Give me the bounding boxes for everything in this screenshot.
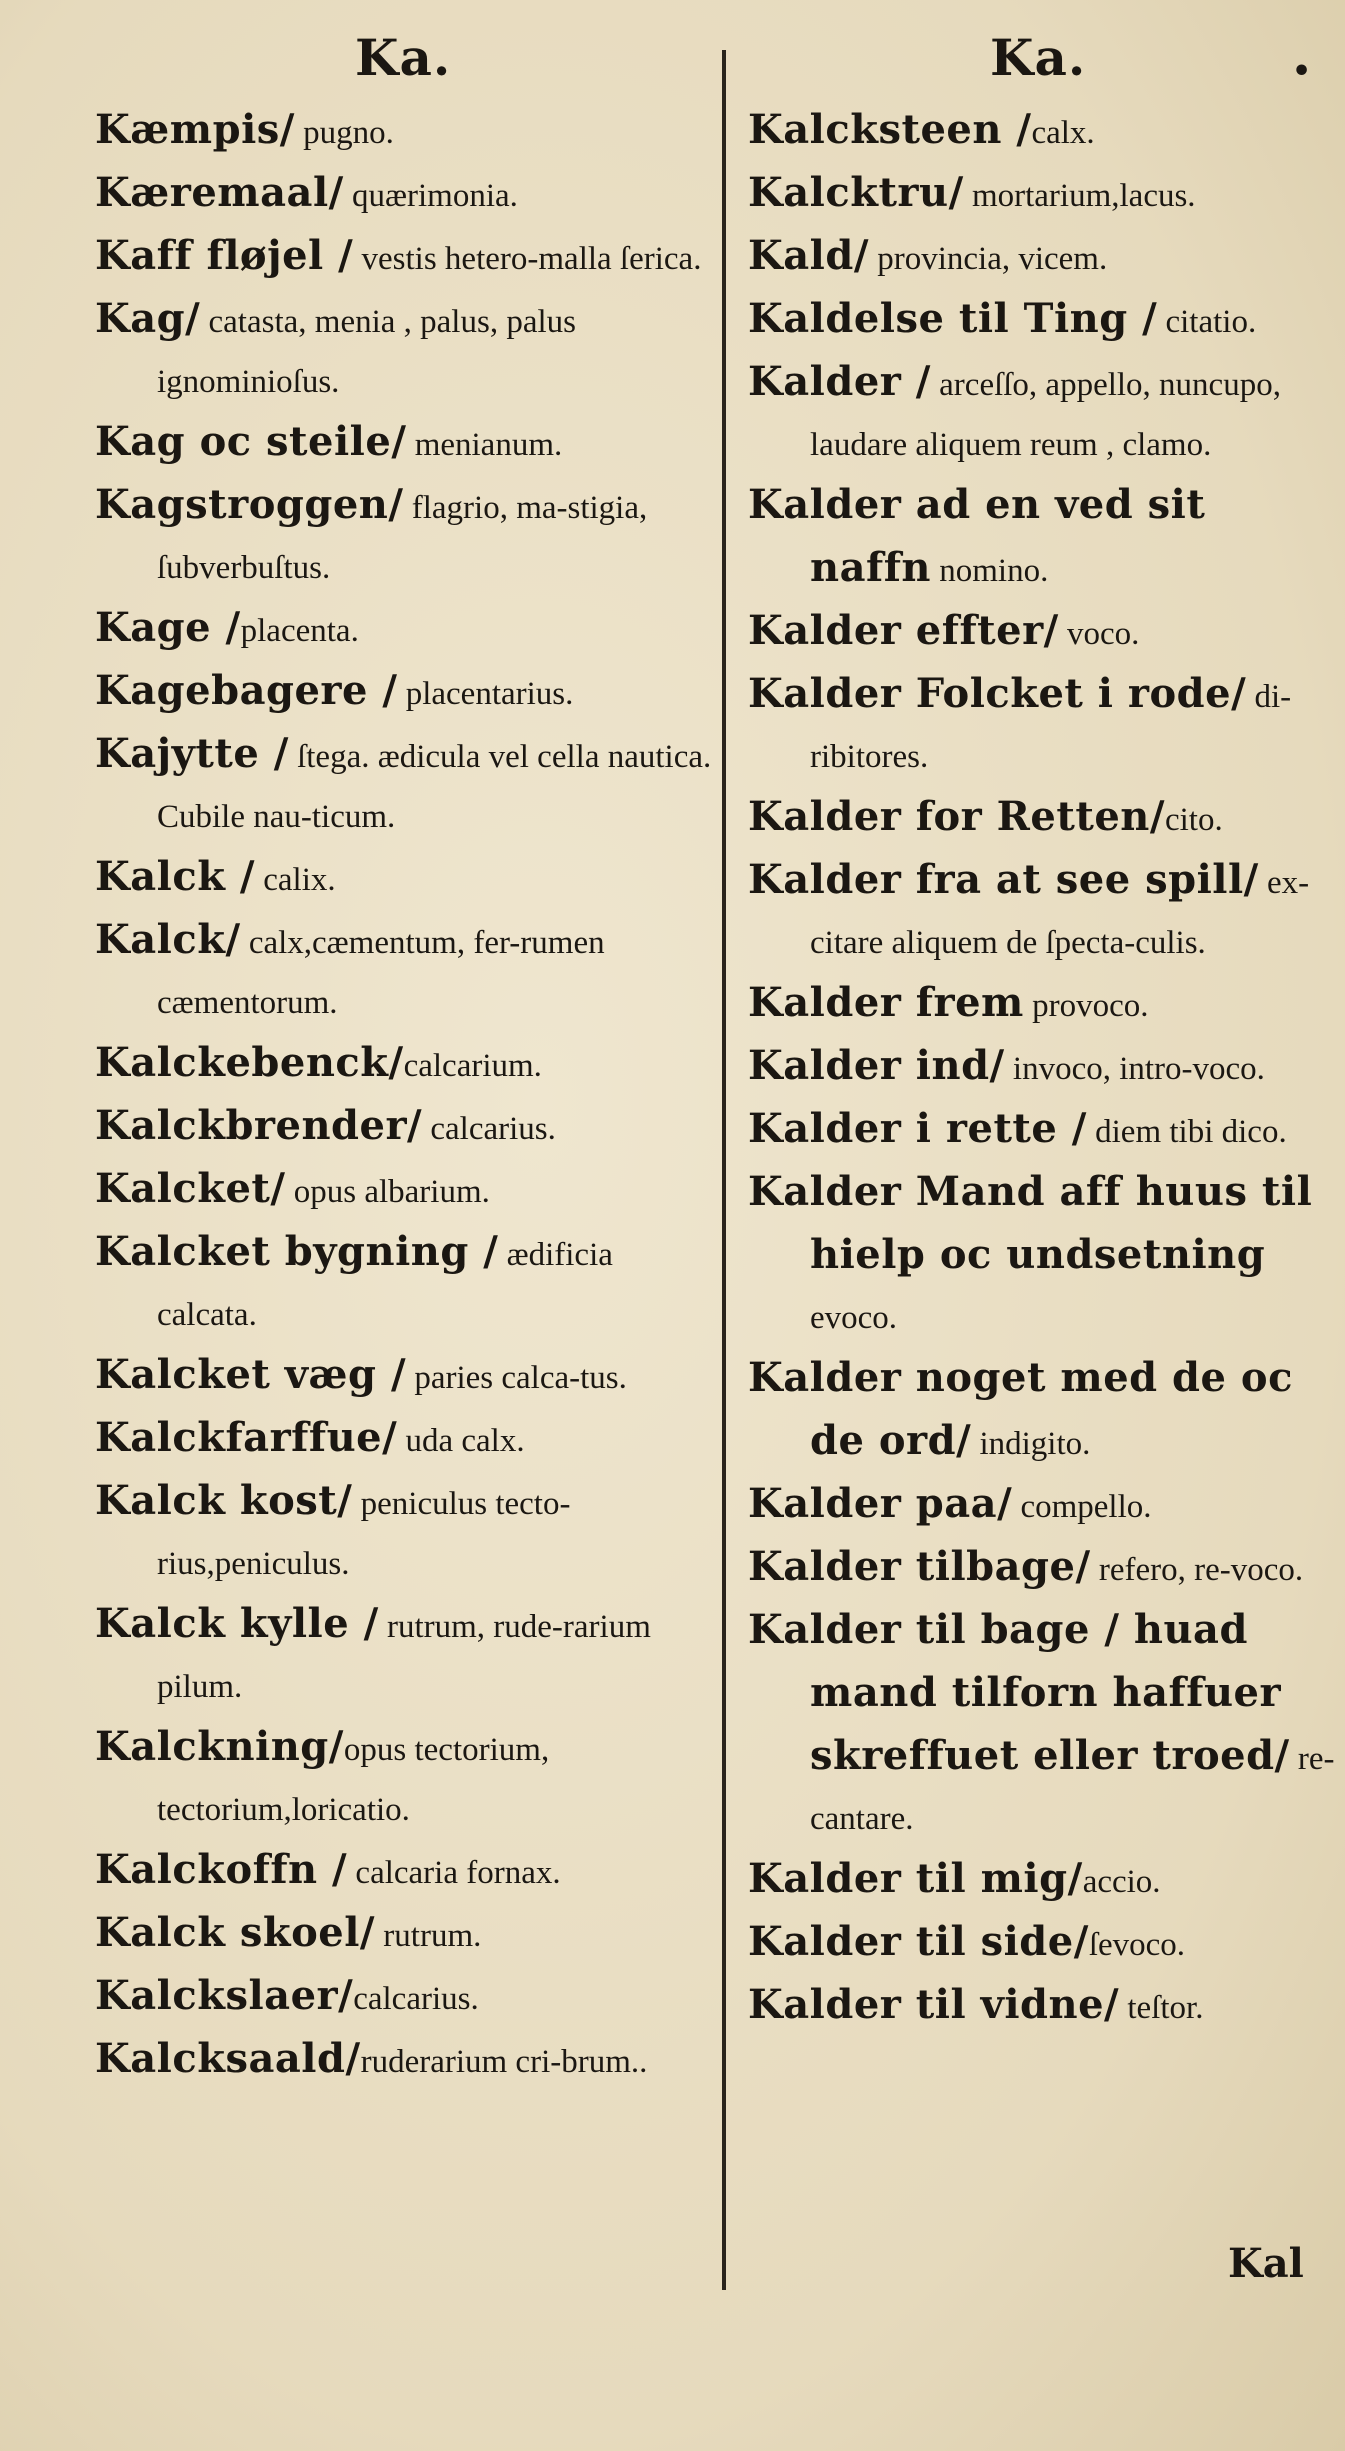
entry-definition: ſevoco. [1088, 1927, 1186, 1963]
dictionary-entry [748, 1162, 1338, 1348]
dictionary-entry [95, 2029, 715, 2092]
entry-definition: calcaria fornax. [347, 1855, 561, 1891]
dictionary-entry [95, 163, 715, 226]
entry-definition: invoco, intro-voco. [1004, 1051, 1265, 1087]
entry-headword: Kalckbrender/ [95, 1102, 423, 1149]
right-running-head: Ka. [990, 28, 1087, 87]
entry-headword: Kag/ [95, 295, 201, 342]
entry-definition: catasta, menia , palus, palus ignominioſus. [157, 304, 576, 400]
entry-headword: Kalcksaald/ [95, 2035, 361, 2082]
entry-headword: Kalder fra at see spill/ [748, 856, 1259, 903]
entry-headword: Kalcket væg / [95, 1351, 407, 1398]
dictionary-entry [95, 100, 715, 163]
entry-definition: menianum. [406, 427, 563, 463]
entry-headword: Kalder noget med de oc de ord/ [748, 1354, 1293, 1464]
entry-definition: calcarium. [403, 1048, 542, 1084]
entry-definition: placentarius. [397, 676, 574, 712]
entry-definition: provincia, vicem. [868, 241, 1108, 277]
entry-definition: ſtega. ædicula vel cella nautica. Cubile nau-ticum. [157, 739, 712, 835]
entry-definition: placenta. [240, 613, 359, 649]
entry-headword: Kalder til mig/ [748, 1855, 1083, 1902]
entry-headword: Kalder for Retten/ [748, 793, 1165, 840]
entry-headword: Kalder ind/ [748, 1042, 1005, 1089]
entry-headword: Kajytte / [95, 730, 289, 777]
entry-headword: Kalder effter/ [748, 607, 1059, 654]
dictionary-entry [95, 1222, 715, 1345]
entry-definition: ex-citare aliquem de ſpecta-culis. [810, 865, 1310, 961]
entry-headword: Kalcktru/ [748, 169, 964, 216]
left-column [95, 100, 715, 2092]
dictionary-entry [748, 1099, 1338, 1162]
dictionary-entry [95, 475, 715, 598]
entry-definition: nomino. [931, 553, 1049, 589]
entry-definition: flagrio, ma-stigia, ſubverbuſtus. [157, 490, 648, 586]
entry-definition: cito. [1164, 802, 1223, 838]
entry-definition: quærimonia. [343, 178, 518, 214]
entry-headword: Kalder til side/ [748, 1918, 1089, 1965]
entry-definition: indigito. [971, 1426, 1091, 1462]
dictionary-entry [95, 1033, 715, 1096]
entry-headword: Kalck skoel/ [95, 1909, 376, 1956]
entry-definition: rutrum, rude-rarium pilum. [157, 1609, 651, 1705]
entry-definition: calcarius. [422, 1111, 556, 1147]
entry-headword: Kalcksteen / [748, 106, 1032, 153]
left-running-head: Ka. [355, 28, 452, 87]
entry-definition: accio. [1082, 1864, 1161, 1900]
entry-definition: di-ribitores. [810, 679, 1292, 775]
dictionary-entry [95, 724, 715, 847]
entry-definition: vestis hetero-malla ſerica. [353, 241, 702, 277]
dictionary-entry [95, 661, 715, 724]
dictionary-entry [95, 1594, 715, 1717]
dictionary-entry [748, 226, 1338, 289]
dictionary-entry [95, 1471, 715, 1594]
entry-definition: calx. [1031, 115, 1095, 151]
dictionary-entry [748, 850, 1338, 973]
entry-definition: re-cantare. [810, 1741, 1335, 1837]
entry-definition: teſtor. [1119, 1990, 1204, 2026]
entry-definition: diem tibi dico. [1086, 1114, 1287, 1150]
entry-headword: Kalder tilbage/ [748, 1543, 1091, 1590]
entry-definition: arceſſo, appello, nuncupo, laudare aliquem reum , clamo. [810, 367, 1281, 463]
entry-definition: provoco. [1023, 988, 1149, 1024]
dictionary-entry [748, 352, 1338, 475]
entry-headword: Kalck/ [95, 916, 241, 963]
entry-headword: Kaldelse til Ting / [748, 295, 1158, 342]
dictionary-entry [748, 787, 1338, 850]
entry-definition: mortarium,lacus. [963, 178, 1196, 214]
entry-headword: Kalder Mand aff huus til hielp oc undsetning [748, 1168, 1313, 1278]
dictionary-entry [748, 1975, 1338, 2038]
entry-definition: citatio. [1157, 304, 1257, 340]
entry-headword: Kæremaal/ [95, 169, 344, 216]
entry-headword: Kalckfarffue/ [95, 1414, 398, 1461]
dictionary-entry [748, 100, 1338, 163]
entry-headword: Kalder frem [748, 979, 1024, 1026]
right-column [748, 100, 1338, 2038]
dictionary-entry [95, 1966, 715, 2029]
page-mark: • [1292, 54, 1312, 89]
dictionary-entry [748, 1912, 1338, 1975]
entry-definition: calix. [254, 862, 336, 898]
dictionary-entry [95, 412, 715, 475]
entry-headword: Kalder i rette / [748, 1105, 1087, 1152]
dictionary-entry [748, 664, 1338, 787]
entry-definition: refero, re-voco. [1090, 1552, 1304, 1588]
entry-headword: Kagebagere / [95, 667, 398, 714]
dictionary-entry [95, 1159, 715, 1222]
dictionary-entry [95, 289, 715, 412]
dictionary-entry [95, 598, 715, 661]
entry-definition: opus albarium. [285, 1174, 490, 1210]
entry-definition: opus tectorium, tectorium,loricatio. [157, 1732, 550, 1828]
entry-definition: paries calca-tus. [406, 1360, 627, 1396]
dictionary-entry [95, 1903, 715, 1966]
entry-headword: Kalckslaer/ [95, 1972, 354, 2019]
entry-headword: Kalck / [95, 853, 255, 900]
entry-definition: ruderarium cri-brum.. [360, 2044, 648, 2080]
entry-definition: evoco. [810, 1300, 898, 1336]
entry-headword: Kalcket bygning / [95, 1228, 499, 1275]
entry-definition: uda calx. [397, 1423, 525, 1459]
entry-headword: Kæmpis/ [95, 106, 295, 153]
entry-headword: Kalck kylle / [95, 1600, 379, 1647]
dictionary-entry [95, 1345, 715, 1408]
dictionary-entry [748, 1537, 1338, 1600]
entry-definition: ædificia calcata. [157, 1237, 613, 1333]
dictionary-entry [748, 1474, 1338, 1537]
dictionary-entry [748, 475, 1338, 601]
entry-headword: Kalckning/ [95, 1723, 344, 1770]
dictionary-entry [95, 226, 715, 289]
entry-definition: calcarius. [353, 1981, 479, 2017]
dictionary-entry [95, 847, 715, 910]
entry-definition: compello. [1012, 1489, 1152, 1525]
entry-headword: Kalder Folcket i rode/ [748, 670, 1247, 717]
dictionary-entry [748, 1600, 1338, 1849]
entry-definition: voco. [1058, 616, 1140, 652]
entry-headword: Kalder ad en ved sit naffn [748, 481, 1206, 591]
entry-headword: Kalckebenck/ [95, 1039, 404, 1086]
dictionary-entry [95, 1717, 715, 1840]
catchword: Kal [1228, 2240, 1304, 2287]
entry-headword: Kalcket/ [95, 1165, 286, 1212]
dictionary-entry [748, 1849, 1338, 1912]
dictionary-entry [748, 1348, 1338, 1474]
dictionary-entry [748, 973, 1338, 1036]
dictionary-entry [748, 601, 1338, 664]
dictionary-entry [95, 1840, 715, 1903]
entry-definition: calx,cæmentum, fer-rumen cæmentorum. [157, 925, 605, 1021]
entry-headword: Kalder til bage / huad mand tilforn haffuer skreffuet eller troed/ [748, 1606, 1290, 1779]
entry-headword: Kald/ [748, 232, 869, 279]
dictionary-entry [95, 910, 715, 1033]
dictionary-entry [95, 1408, 715, 1471]
entry-headword: Kagstroggen/ [95, 481, 404, 528]
dictionary-entry [748, 1036, 1338, 1099]
entry-headword: Kalder / [748, 358, 931, 405]
entry-headword: Kage / [95, 604, 241, 651]
column-divider [722, 50, 726, 2290]
entry-headword: Kaff fløjel / [95, 232, 354, 279]
entry-headword: Kag oc steile/ [95, 418, 407, 465]
dictionary-entry [95, 1096, 715, 1159]
entry-headword: Kalder paa/ [748, 1480, 1013, 1527]
entry-headword: Kalder til vidne/ [748, 1981, 1120, 2028]
entry-definition: peniculus tecto-rius,peniculus. [157, 1486, 571, 1582]
dictionary-entry [748, 163, 1338, 226]
dictionary-entry [748, 289, 1338, 352]
entry-headword: Kalckoffn / [95, 1846, 348, 1893]
entry-definition: pugno. [294, 115, 394, 151]
entry-headword: Kalck kost/ [95, 1477, 353, 1524]
entry-definition: rutrum. [375, 1918, 482, 1954]
